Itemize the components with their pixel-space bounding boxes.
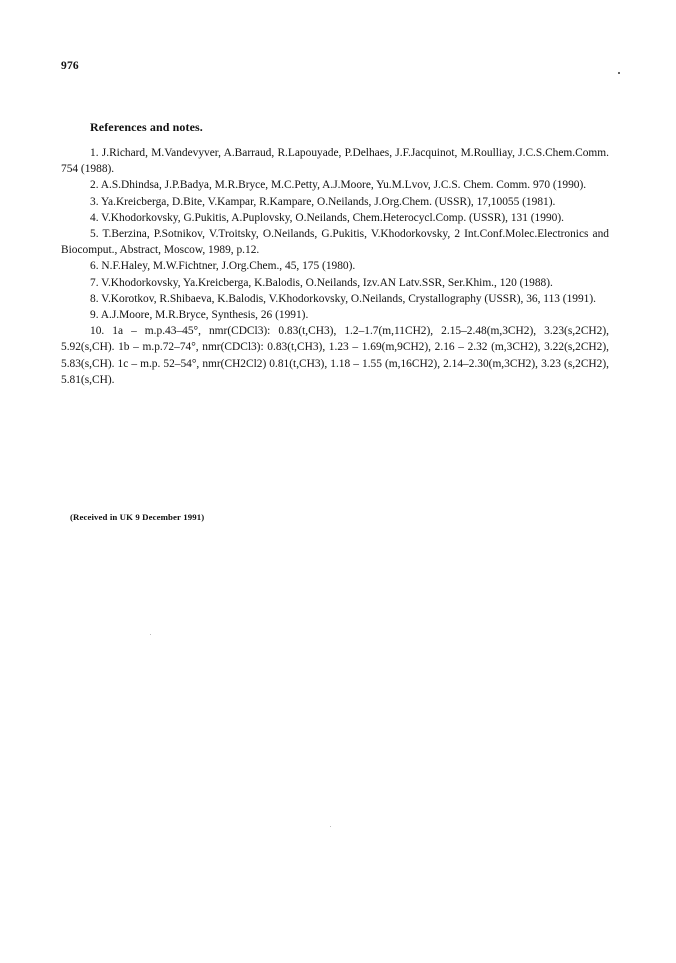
- reference-item: 1. J.Richard, M.Vandevyver, A.Barraud, R.Lapouyade, P.Delhaes, J.F.Jacquinot, M.Roulliay, J.C.S.Chem.Comm. 754 (1988).: [61, 147, 609, 176]
- reference-item: 10. 1a – m.p.43–45°, nmr(CDCl3): 0.83(t,CH3), 1.2–1.7(m,11CH2), 2.15–2.48(m,3CH2), 3.23(s,2CH2), 5.92(s,CH). 1b – m.p.72–74°, nmr(CDCl3): 0.83(t,CH3), 1.23 – 1.69(m,9CH2), 2.16 – 2.32 (m,3CH2), 3.22(s,2CH2), 5.83(s,CH). 1c – m.p. 52–54°, nmr(CH2Cl2) 0.81(t,CH3), 1.18 – 1.55 (m,16CH2), 2.14–2.30(m,3CH2), 3.23 (s,2CH2), 5.81(s,CH).: [61, 325, 609, 386]
- references-heading: References and notes.: [90, 120, 203, 134]
- reference-item: 3. Ya.Kreicberga, D.Bite, V.Kampar, R.Kampare, O.Neilands, J.Org.Chem. (USSR), 17,10055 (1981).: [90, 195, 556, 208]
- corner-dot: [618, 72, 620, 74]
- received-date: (Received in UK 9 December 1991): [70, 512, 205, 522]
- scan-speck: [150, 634, 151, 635]
- scan-speck: [330, 826, 331, 827]
- reference-item: 7. V.Khodorkovsky, Ya.Kreicberga, K.Balodis, O.Neilands, Izv.AN Latv.SSR, Ser.Khim., 120 (1988).: [90, 276, 553, 289]
- reference-item: 2. A.S.Dhindsa, J.P.Badya, M.R.Bryce, M.C.Petty, A.J.Moore, Yu.M.Lvov, J.C.S. Chem. Comm. 970 (1990).: [90, 179, 587, 192]
- reference-item: 9. A.J.Moore, M.R.Bryce, Synthesis, 26 (1991).: [90, 309, 309, 322]
- page-number: 976: [61, 60, 79, 72]
- reference-item: 6. N.F.Haley, M.W.Fichtner, J.Org.Chem., 45, 175 (1980).: [90, 260, 356, 273]
- reference-item: 8. V.Korotkov, R.Shibaeva, K.Balodis, V.Khodorkovsky, O.Neilands, Crystallography (USSR), 36, 113 (1991).: [90, 292, 597, 305]
- reference-item: 5. T.Berzina, P.Sotnikov, V.Troitsky, O.Neilands, G.Pukitis, V.Khodorkovsky, 2 Int.Conf.Molec.Electronics and Biocomput., Abstract, Moscow, 1989, p.12.: [61, 228, 609, 257]
- references-list: [61, 145, 609, 388]
- reference-item: 4. V.Khodorkovsky, G.Pukitis, A.Puplovsky, O.Neilands, Chem.Heterocycl.Comp. (USSR), 131 (1990).: [90, 211, 564, 224]
